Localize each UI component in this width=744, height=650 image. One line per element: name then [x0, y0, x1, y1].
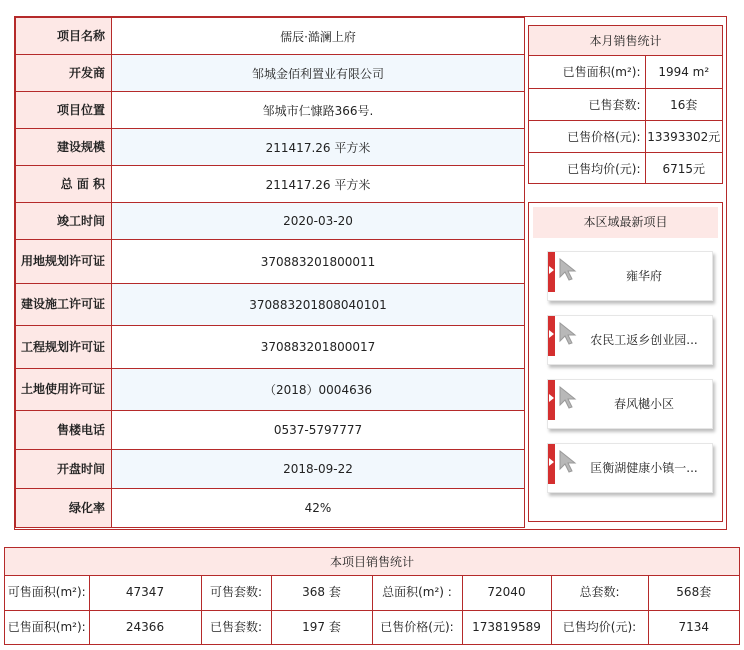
nearby-project-card[interactable]: [547, 251, 713, 301]
info-label: 竣工时间: [16, 203, 112, 240]
nearby-project-card[interactable]: [547, 443, 713, 493]
red-tag-icon: [548, 444, 555, 484]
stat-label: 已售均价(元):: [551, 610, 648, 644]
total-units-value: 568套: [648, 576, 739, 610]
monthly-sales-box: [528, 25, 723, 184]
project-sales-box: [4, 547, 740, 645]
monthly-sold-units: 16套: [645, 88, 722, 120]
info-label: 绿化率: [16, 489, 112, 528]
red-tag-icon: [548, 252, 555, 292]
project-sales-table: [5, 576, 739, 644]
sold-area-value: 24366: [89, 610, 201, 644]
monthly-stat-label: 已售均价(元):: [529, 152, 645, 184]
project-info-table: [15, 17, 525, 528]
stat-label: 总套数:: [551, 576, 648, 610]
red-tag-icon: [548, 316, 555, 356]
info-label: 项目名称: [16, 18, 112, 55]
monthly-avg-price: 6715元: [645, 152, 722, 184]
monthly-sales-table: [529, 56, 722, 184]
project-panel: [14, 16, 727, 530]
construction-permit-value: 370883201808040101: [112, 284, 525, 326]
info-label: 售楼电话: [16, 411, 112, 450]
info-label: 用地规划许可证: [16, 240, 112, 284]
monthly-sold-area: 1994 m²: [658, 64, 710, 79]
location-value: 邹城市仁慷路366号.: [112, 92, 525, 129]
nearby-project-link[interactable]: 农民工返乡创业园...: [590, 333, 698, 347]
available-units-value: 368 套: [271, 576, 372, 610]
stat-label: 已售面积(m²):: [5, 610, 89, 644]
info-label: 土地使用许可证: [16, 369, 112, 411]
monthly-stat-label: 已售套数:: [529, 88, 645, 120]
info-label: 建设规模: [16, 129, 112, 166]
completion-date-value: 2020-03-20: [112, 203, 525, 240]
red-tag-icon: [548, 380, 555, 420]
stat-label: 可售面积(m²):: [7, 585, 86, 600]
available-area-value: 47347: [89, 576, 201, 610]
land-plan-permit-value: 370883201800011: [112, 240, 525, 284]
developer-value: 邹城金佰利置业有限公司: [112, 55, 525, 92]
engineering-permit-value: 370883201800017: [112, 326, 525, 369]
project-sales-title: 本项目销售统计: [5, 548, 739, 576]
monthly-stat-label: 已售价格(元):: [529, 120, 645, 152]
stat-label: 已售价格(元):: [372, 610, 462, 644]
monthly-sold-price: 13393302元: [645, 120, 722, 152]
info-label: 建设施工许可证: [16, 284, 112, 326]
info-label: 开盘时间: [16, 450, 112, 489]
sold-units-value: 197 套: [271, 610, 372, 644]
nearby-project-link[interactable]: 匡衡湖健康小镇一...: [590, 461, 698, 475]
avg-price-value: 7134: [648, 610, 739, 644]
sales-phone-value: 0537-5797777: [112, 411, 525, 450]
info-label: 项目位置: [16, 92, 112, 129]
land-use-permit-value: （2018）0004636: [112, 369, 525, 411]
stat-label: 已售套数:: [201, 610, 271, 644]
project-name-value: 儒辰·澔澜上府: [112, 18, 525, 55]
opening-date-value: 2018-09-22: [112, 450, 525, 489]
scale-value: 211417.26 平方米: [112, 129, 525, 166]
info-label: 总 面 积: [16, 166, 112, 203]
nearby-projects-title: 本区域最新项目: [533, 207, 718, 238]
info-label: 开发商: [16, 55, 112, 92]
nearby-project-card[interactable]: [547, 315, 713, 365]
total-area-value: 72040: [462, 576, 551, 610]
sold-price-value: 173819589: [462, 610, 551, 644]
nearby-project-link[interactable]: 雍华府: [625, 269, 662, 283]
monthly-stat-label: 已售面积(m²):: [529, 56, 645, 88]
monthly-sales-title: 本月销售统计: [529, 26, 722, 56]
info-label: 工程规划许可证: [16, 326, 112, 369]
nearby-project-card[interactable]: [547, 379, 713, 429]
nearby-projects-box: [528, 202, 723, 522]
total-area-value: 211417.26 平方米: [112, 166, 525, 203]
nearby-project-link[interactable]: 春风樾小区: [613, 397, 674, 411]
green-rate-value: 42%: [112, 489, 525, 528]
stat-label: 总面积(m²) :: [372, 576, 462, 610]
stat-label: 可售套数:: [201, 576, 271, 610]
